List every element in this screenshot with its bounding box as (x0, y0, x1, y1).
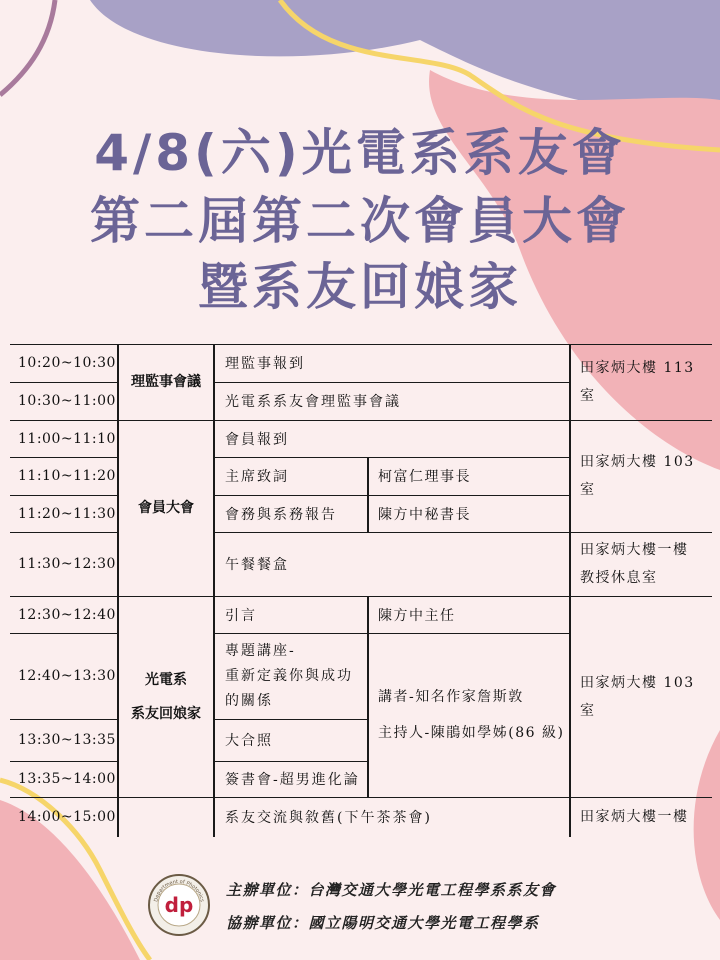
location-lunch-line-2: 教授休息室 (580, 570, 658, 586)
table-rule (214, 633, 570, 634)
location-cell: 田家炳大樓 103 室 (580, 674, 695, 719)
organizer-text: 主辦單位：台灣交通大學光電工程學系系友會 (226, 881, 557, 899)
speaker-cell-lecture (368, 633, 570, 797)
section-reunion-line-2: 系友回娘家 (131, 705, 201, 722)
table-rule (10, 495, 118, 496)
page-title-line-3: 暨系友回娘家 (198, 258, 522, 316)
table-rule (10, 457, 118, 458)
time-cell: 12:30~12:40 (18, 606, 116, 623)
section-assembly: 會員大會 (138, 500, 194, 516)
activity-cell: 系友交流與敘舊(下午茶茶會) (225, 810, 432, 826)
table-rule (10, 420, 712, 421)
location-lunch-line-1: 田家炳大樓一樓 (580, 542, 689, 558)
lecture-line-1: 專題講座- (225, 642, 296, 659)
time-cell: 14:00~15:00 (18, 809, 116, 825)
time-cell: 10:20~10:30 (18, 355, 116, 371)
activity-cell: 理監事報到 (225, 356, 305, 372)
table-rule (214, 495, 570, 496)
department-logo (148, 874, 210, 936)
lecture-line-2: 重新定義你與成功 (225, 667, 353, 684)
speaker-cell: 陳方中主任 (378, 607, 456, 624)
page-title-line-1: 4/8(六)光電系系友會 (94, 124, 626, 182)
location-cell: 田家炳大樓 103 室 (580, 454, 695, 498)
page-title-line-2: 第二屆第二次會員大會 (90, 192, 630, 250)
table-rule (569, 344, 571, 837)
section-board: 理監事會議 (131, 374, 201, 390)
plum-curve (0, 0, 55, 95)
section-reunion (118, 596, 214, 797)
activity-cell: 會務與系務報告 (225, 506, 337, 523)
table-rule (10, 719, 118, 720)
table-rule (214, 719, 368, 720)
table-rule (10, 596, 712, 597)
table-rule (214, 457, 570, 458)
section-reunion-line-1: 光電系 (145, 671, 187, 688)
table-rule (117, 344, 119, 837)
activity-cell: 光電系系友會理監事會議 (225, 394, 401, 410)
time-cell: 11:10~11:20 (18, 468, 116, 484)
activity-cell: 大合照 (225, 733, 273, 749)
activity-cell-lecture (214, 633, 368, 719)
time-cell: 11:00~11:10 (18, 430, 116, 447)
table-rule (214, 532, 712, 533)
footer (0, 864, 720, 960)
activity-cell: 會員報到 (225, 431, 289, 448)
location-cell: 田家炳大樓一樓 (580, 809, 689, 825)
time-cell: 13:30~13:35 (18, 732, 116, 748)
speaker-line-1: 講者-知名作家詹斯敦 (378, 689, 524, 705)
speaker-cell: 陳方中秘書長 (378, 506, 471, 523)
table-rule (10, 382, 118, 383)
table-rule (213, 344, 215, 837)
speaker-line-2: 主持人-陳鵑如學姊(86 級) (378, 725, 565, 741)
time-cell: 13:35~14:00 (18, 771, 116, 787)
table-rule (10, 633, 118, 634)
lecture-line-3: 的關係 (225, 692, 273, 709)
table-rule (214, 761, 368, 762)
speaker-cell: 柯富仁理事長 (378, 469, 471, 485)
table-rule (367, 457, 369, 532)
activity-cell: 簽書會-超男進化論 (225, 772, 360, 788)
table-rule (214, 382, 570, 383)
table-rule (10, 761, 118, 762)
table-rule (10, 344, 712, 345)
location-cell: 田家炳大樓 113 室 (580, 360, 695, 404)
table-rule (10, 797, 712, 798)
logo-ring-text: Department of Photonics (153, 878, 205, 903)
time-cell: 10:30~11:00 (18, 393, 116, 409)
table-rule (10, 532, 118, 533)
location-cell-lunch (570, 532, 712, 596)
activity-cell: 主席致詞 (225, 469, 289, 485)
time-cell: 12:40~13:30 (18, 668, 116, 684)
logo-mark: dp (164, 893, 194, 917)
activity-cell: 午餐餐盒 (225, 557, 289, 573)
co-organizer-text: 協辦單位：國立陽明交通大學光電工程學系 (226, 914, 540, 932)
time-cell: 11:30~12:30 (18, 556, 116, 572)
time-cell: 11:20~11:30 (18, 505, 116, 522)
table-rule (367, 596, 369, 797)
activity-cell: 引言 (225, 607, 257, 624)
